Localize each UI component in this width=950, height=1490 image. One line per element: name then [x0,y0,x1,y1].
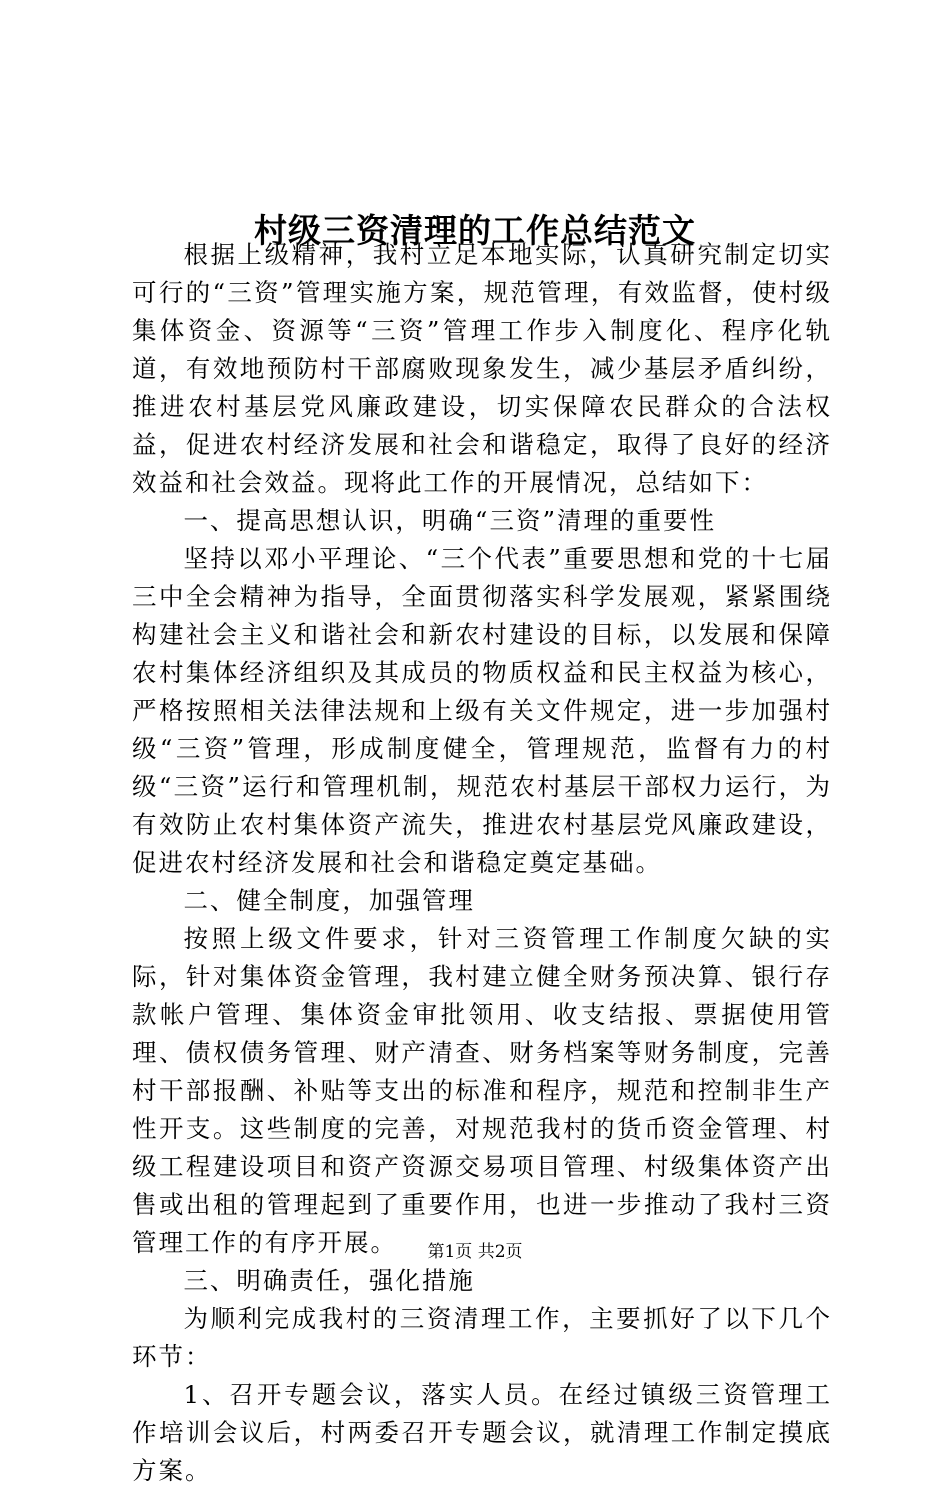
document-body [132,236,832,1490]
paragraph-item-1: 1、召开专题会议，落实人员。在经过镇级三资管理工作培训会议后，村两委召开专题会议，就清理工作制定摸底方案。 [132,1380,832,1485]
section-heading-1: 一、提高思想认识，明确“三资”清理的重要性 [183,506,716,535]
document-title: 村级三资清理的工作总结范文 [254,211,696,251]
page-number-footer: 第1页 共2页 [427,1242,523,1262]
section-heading-2: 二、健全制度，加强管理 [183,886,475,915]
paragraph-section-2: 按照上级文件要求，针对三资管理工作制度欠缺的实际，针对集体资金管理，我村建立健全财务预决算、银行存款帐户管理、集体资金审批领用、收支结报、票据使用管理、债权债务管理、财产清查、财务档案等财务制度，完善村干部报酬、补贴等支出的标准和程序，规范和控制非生产性开支。这些制度的完善，对规范我村的货币资金管理、村级工程建设项目和资产资源交易项目管理、村级集体资产出售或出租的管理起到了重要作用，也进一步推动了我村三资管理工作的有序开展。 [132,924,832,1257]
paragraph-intro: 根据上级精神，我村立足本地实际，认真研究制定切实可行的“三资”管理实施方案，规范管理，有效监督，使村级集体资金、资源等“三资”管理工作步入制度化、程序化轨道，有效地预防村干部腐败现象发生，减少基层矛盾纠纷，推进农村基层党风廉政建设，切实保障农民群众的合法权益，促进农村经济发展和社会和谐稳定，取得了良好的经济效益和社会效益。现将此工作的开展情况，总结如下： [132,240,832,497]
section-heading-3: 三、明确责任，强化措施 [183,1266,475,1295]
paragraph-section-3: 为顺利完成我村的三资清理工作，主要抓好了以下几个环节： [132,1304,832,1371]
paragraph-section-1: 坚持以邓小平理论、“三个代表”重要思想和党的十七届三中全会精神为指导，全面贯彻落实科学发展观，紧紧围绕构建社会主义和谐社会和新农村建设的目标，以发展和保障农村集体经济组织及其成员的物质权益和民主权益为核心，严格按照相关法律法规和上级有关文件规定，进一步加强村级“三资”管理，形成制度健全，管理规范，监督有力的村级“三资”运行和管理机制，规范农村基层干部权力运行，为有效防止农村集体资产流失，推进农村基层党风廉政建设，促进农村经济发展和社会和谐稳定奠定基础。 [132,544,832,877]
